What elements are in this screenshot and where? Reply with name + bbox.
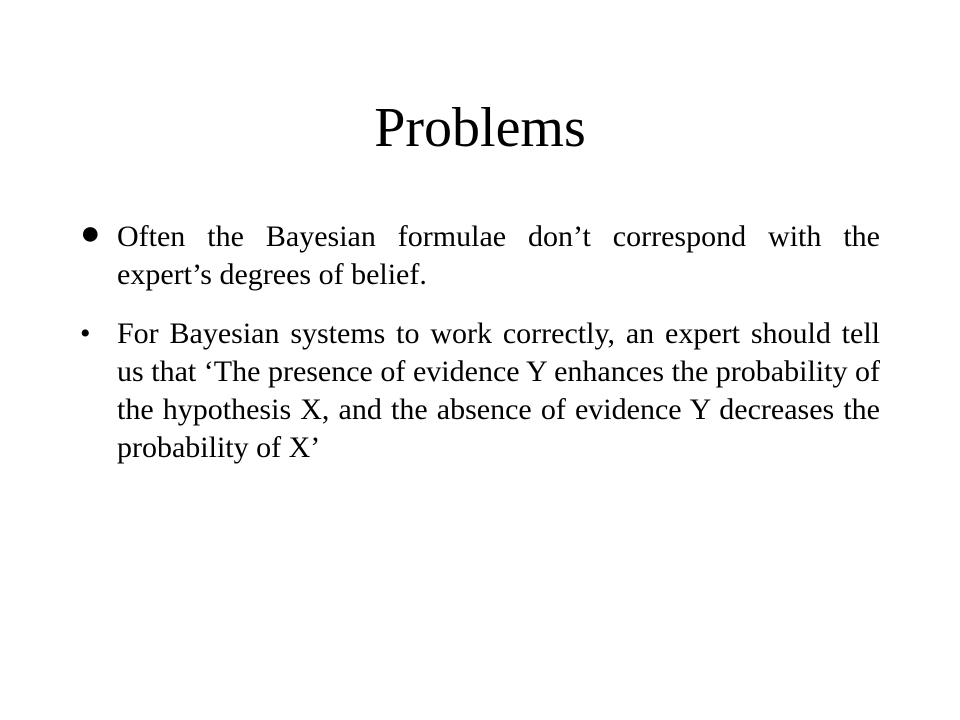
slide-title: Problems xyxy=(374,97,586,159)
bullet-list xyxy=(80,215,880,467)
bullet-text-2: For Bayesian systems to work correctly, an expert should tell us that ‘The presence of evidence Y enhances the probability of the hypothesis X, and the absence of evidence Y decreases the probability of X’ xyxy=(117,317,880,464)
bullet-text-1: Often the Bayesian formulae don’t correspond with the expert’s degrees of belief. xyxy=(117,220,880,291)
bullet-item-2 xyxy=(80,315,880,467)
bullet-icon: • xyxy=(80,317,91,350)
bullet-item-1 xyxy=(80,215,880,294)
bullet-icon: ● xyxy=(80,215,101,252)
